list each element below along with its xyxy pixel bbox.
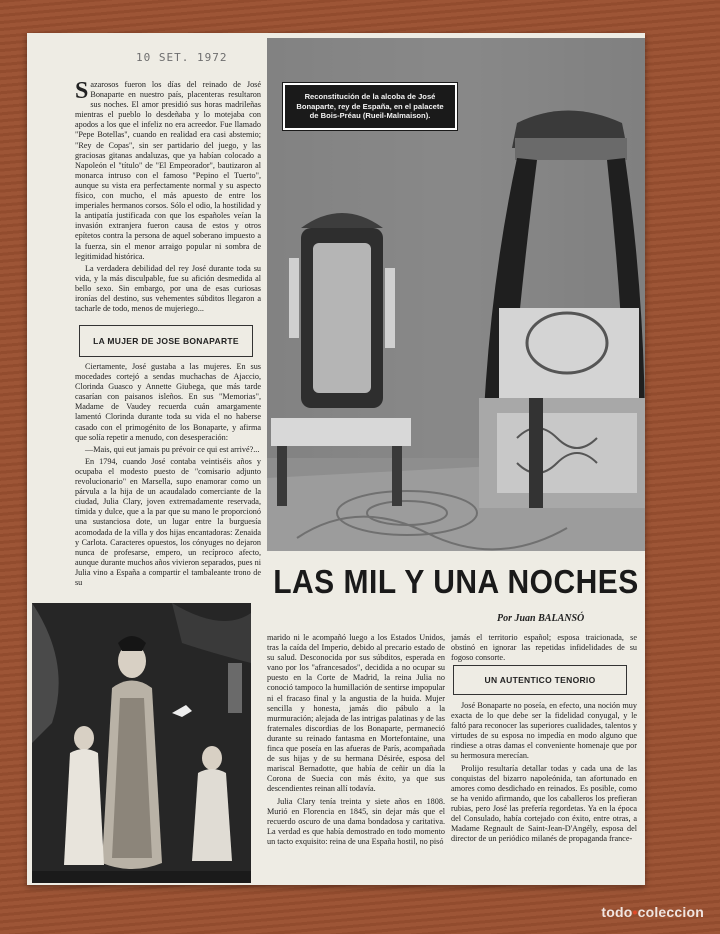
paragraph: José Bonaparte no poseía, en efecto, una noción muy exacta de lo que debe ser la fidelidad conyugal, y le faltó para reconocer las superiores cualidades, talentos y virtudes de su esposa no impedía en modo alguno que rindiese a otras damas el conveniente homenaje que por su hermosura merecían. [451,701,637,761]
subhead-la-mujer: LA MUJER DE JOSE BONAPARTE [79,325,253,357]
paragraph: Julia Clary tenía treinta y siete años en 1808. Murió en Florencia en 1845, sin dejar más que el recuerdo oscuro de una dama bondadosa y caritativa. La verdad es que había demostrado en todo momento un tacto exquisito: reina de una España hostil, no pisó [267,796,445,846]
article-title: LAS MIL Y UNA NOCHES [273,564,639,601]
column-1-top [75,80,261,346]
date-stamp: 10 SET. 1972 [136,51,228,64]
paragraph: Prolijo resultaría detallar todas y cada una de las conquistas del bizarro napoleónida, tan afortunado en amores como desdichado en reinados. Es posible, como se ha venido afirmando, que los caballeros los prefieran rubias, pero José las prefería regordetas. Ya en la época del Consulado, había cortejado con éxito, entre otras, a Madame Regnault de Saint-Jean-D'Angély, esposa del director de un periódico milanés de propaganda france- [451,763,637,844]
paragraph: marido ni le acompañó luego a los Estados Unidos, tras la caída del Imperio, debido al precario estado de su salud. Desconocida por sus súbditos, esperada en vano por los "afrancesados", decidida a no ocupar su puesto en la Corte de Madrid, la reina Julia no conoció tampoco la humillación de sentirse impopular ni el fracaso final y la angustia de la huida. Mujer sencilla y honesta, jamás dio pábulo a la murmuración; alejada de las intrigas palatinas y de las fraternales discordias de los Bonaparte, permaneció durante su reinado fantasma en Mortefontaine, una finca que poseía en las afueras de París, acompañada de sus hijas y de su hermana Désirée, esposa del mariscal Bernadotte, que había de ceñir un día la Corona de Suecia con más éxito, ya que sus descendientes reinan allí todavía. [267,633,445,794]
paragraph-text: azarosos fueron los días del reinado de José Bonaparte en nuestro país, placenteras resultaron sus noches. El amor presidió sus horas madrileñas mientras el pueblo lo desdeñaba y lo motejaba con apodos a los que el infeliz no era acreedor. Fue llamado "Pepe Botellas", cuando en realidad era casi abstemio; "Rey de Copas", sin ser partidario del juego, y las graciosas gitanas andaluzas, que ya habían colocado a Napoleón el "título" de "El Empeorador", bautizaron al monarca intruso con el famoso "Pepino el Tuerto", aunque su vista era perfectamente normal y su aspecto físico, con mucho, el más apuesto de entre los imperiales hermanos corsos. Sólo el odio, la hostilidad y la antipatía justificada con que los españoles veían la invasión extranjera fueron causa de estos y otros epítetos contra la persona de aquel soberano impuesto a la fuerza, sin el menor arraigo popular ni sombra de legitimidad histórica. [75,80,261,261]
column-3-bottom [451,701,637,881]
column-3-top [451,633,637,663]
drop-cap: S [75,80,89,104]
newspaper-clipping [27,33,645,885]
watermark-suffix: coleccion [637,904,704,920]
paragraph: —Mais, qui eut jamais pu prévoir ce qui est arrivé?... [85,444,260,454]
paragraph: En 1794, cuando José contaba veintiséis años y ocupaba el modesto puesto de "comisario adjunto revolucionario" en Marsella, supo enamorar como un párvula a la hija de un acaudalado comerciante de la ciudad, Julia Clary, joven extremadamente reservada, tímida y dulce, que a la par que su mano le proporcionó una sustanciosa dote, un lugar entre la burguesía acomodada de la villa y dos hijas encantadoras: Zenaida y Carlota. Caracteres opuestos, los cónyuges no dejaron nunca de profesarse, empero, un recíproco afecto, aunque durante muchos años vivieron separados, pues ni Julia vino a España a compartir el tambaleante trono de su [75,456,261,587]
watermark-logo [601,904,704,920]
photo-caption: Reconstitución de la alcoba de José Bonaparte, rey de España, en el palacete de Bois-Préau (Rueil-Malmaison). [283,83,457,130]
column-2 [267,633,445,881]
subhead-un-autentico-tenorio: UN AUTENTICO TENORIO [453,665,627,695]
paragraph: jamás el territorio español; esposa traicionada, se obstinó en ignorar las repetidas infidelidades de su fogoso consorte. [451,633,637,663]
watermark-prefix: todo [601,904,633,920]
portrait-photo [32,603,251,883]
paragraph [75,80,261,262]
byline: Por Juan BALANSÓ [497,613,585,624]
paragraph: La verdadera debilidad del rey José durante toda su vida, y la más disculpable, fue su afición desmedida al bello sexo. Sin embargo, por una de esas curiosas ironías del destino, sus vehementes súbditos llegaron a tacharle de todo, menos de mujeriego... [75,263,261,314]
watermark-dot-icon: • [632,904,638,920]
paragraph: Ciertamente, José gustaba a las mujeres. En sus mocedades cortejó a sendas muchachas de Ajaccio, Clorinda Guasco y Annette Giubega, que más tarde casarían con paisanos isleños. En sus "Memorias", Madame de Vaudey recuerda cuán amargamente lamentó Clorinda durante toda su vida el no haberse casado con el primogénito de los Bonaparte, y afirma que solía repetir a menudo, con desesperación: [75,362,261,442]
portrait-painting-icon [32,603,251,883]
column-1-bottom [75,362,261,600]
